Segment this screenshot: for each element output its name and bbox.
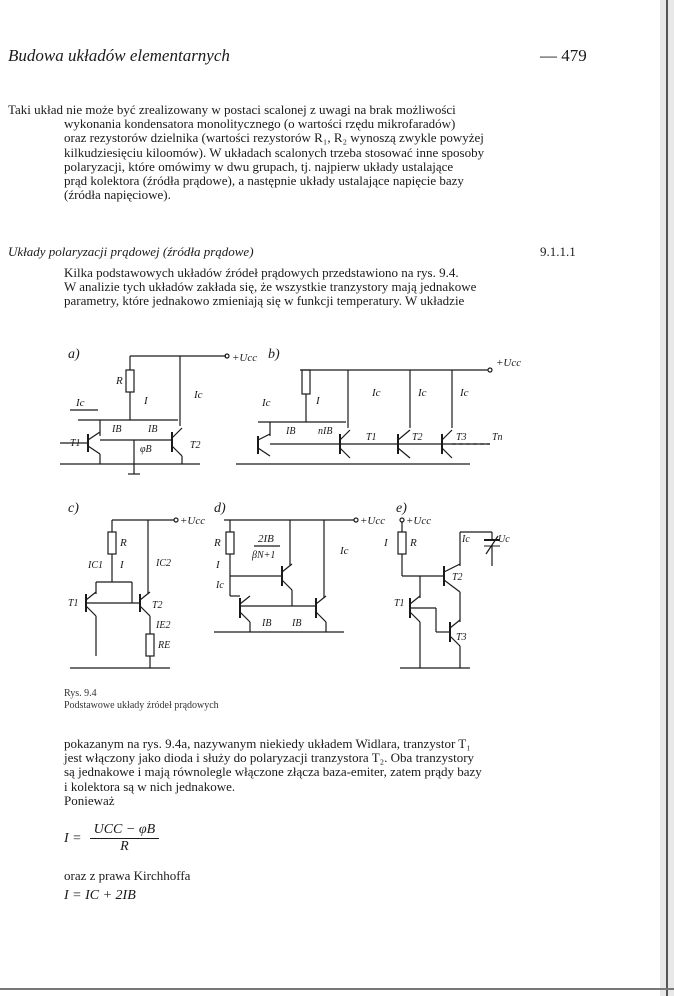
current-label-i-d: I [216, 559, 220, 571]
current-label-i-a: I [144, 395, 148, 407]
paragraph-1-line: oraz rezystorów dzielnika (wartości rezystorów R₁, R₂ wynoszą zwykle powyżej [64, 130, 484, 146]
resistor-label-c: R [120, 537, 127, 549]
resistor-r-d [226, 532, 234, 554]
transistor-label-t3-b: T3 [456, 432, 467, 443]
transistor-label-t1-c: T1 [68, 598, 79, 609]
paragraph-1-line: Taki układ nie może być zrealizowany w postaci scalonej z uwagi na brak możliwości [8, 102, 456, 117]
current-label-ic-b3: Ic [418, 387, 427, 399]
paragraph-3-line: i kolektora są w nich jednakowe. [64, 778, 236, 794]
panel-d-circuit [213, 501, 385, 632]
paragraph-2-line: parametry, które jednakowo zmieniają się w funkcji temperatury. W układzie [64, 293, 465, 309]
current-label-ib-d2: IB [292, 618, 302, 629]
page-number: — 479 [540, 46, 587, 65]
transistor-label-t1-a: T1 [70, 438, 81, 449]
section-number: 9.1.1.1 [540, 244, 576, 259]
paragraph-1-line: prąd kolektora (źródła prądowe), a następnie układy ustalające napięcie bazy [64, 173, 464, 189]
resistor-r-e [398, 532, 406, 554]
current-label-ib-b: IB [286, 426, 296, 437]
voltage-label-phib: φB [140, 444, 152, 455]
resistor-label-e: R [410, 537, 417, 549]
current-label-ic-a1: Ic [76, 397, 85, 409]
figure-caption [64, 688, 219, 712]
supply-label-d: +Ucc [360, 515, 386, 527]
current-label-ib-d1: IB [262, 618, 272, 629]
current-label-i-c: I [120, 559, 124, 571]
paragraph-3-line: są jednakowe i mają równolegle włączone złącza baza-emiter, zatem prądy bazy [64, 764, 482, 780]
transistor-label-t1-b: T1 [366, 432, 377, 443]
resistor-r-a [126, 370, 134, 392]
equation-3: I = IC + 2IB [64, 888, 136, 903]
current-label-ic-a2: Ic [194, 389, 203, 401]
resistor-r-c [108, 532, 116, 554]
current-label-ib-a2: IB [148, 424, 158, 435]
equation-1 [64, 822, 159, 855]
panel-a-circuit [60, 347, 257, 474]
current-label-ib-a1: IB [112, 424, 122, 435]
panel-label-a: a) [68, 347, 80, 362]
equation-1-numerator: UCC − φB [90, 822, 160, 839]
current-label-nib: nIB [318, 426, 333, 437]
panel-c-circuit [68, 501, 205, 668]
panel-label-e: e) [396, 501, 407, 516]
supply-label-c: +Ucc [180, 515, 206, 527]
supply-label-e: +Ucc [406, 515, 432, 527]
panel-label-b: b) [268, 347, 280, 362]
paragraph-3 [64, 737, 590, 808]
resistor-r-b [302, 370, 310, 394]
equation-1-lhs: I = [64, 830, 82, 846]
current-label-ic-d2: Ic [340, 545, 349, 557]
supply-label-b: +Ucc [496, 357, 522, 369]
current-label-ic2: IC2 [156, 558, 171, 569]
panel-b-circuit [236, 347, 521, 464]
current-label-ic-b1: Ic [262, 397, 271, 409]
panel-label-c: c) [68, 501, 79, 516]
page-bottom-line [0, 988, 674, 990]
panel-e-circuit [383, 501, 510, 668]
paragraph-2-line: Kilka podstawowych układów źródeł prądowych przedstawiono na rys. 9.4. [64, 265, 459, 280]
running-header-title: Budowa układów elementarnych [8, 46, 230, 65]
current-label-ic-b4: Ic [460, 387, 469, 399]
transistor-label-t2-e: T2 [452, 572, 463, 583]
paragraph-1-line: (źródła napięciowe). [64, 187, 171, 203]
current-label-ic-e: Ic [462, 534, 470, 545]
transistor-label-t2-a: T2 [190, 440, 201, 451]
current-label-betan: βN+1 [252, 550, 276, 561]
transistor-label-t2-c: T2 [152, 600, 163, 611]
current-label-ic-d1: Ic [216, 580, 224, 591]
transistor-label-t2-b: T2 [412, 432, 423, 443]
section-title: Układy polaryzacji prądowej (źródła prądowe) [8, 244, 254, 259]
current-label-i-e: I [384, 537, 388, 549]
paragraph-2-line: W analizie tych układów zakłada się, że wszystkie tranzystory mają jednakowe [64, 279, 477, 295]
current-label-ie2: IE2 [156, 620, 171, 631]
paragraph-1-line: wykonania kondensatora monolitycznego (o wartości rzędu mikrofaradów) [64, 116, 456, 132]
paragraph-2 [64, 266, 590, 309]
transistor-label-t1-e: T1 [394, 598, 405, 609]
resistor-re-c [146, 634, 154, 656]
equation-2-text: oraz z prawa Kirchhoffa [64, 868, 191, 883]
transistor-label-t3-e: T3 [456, 632, 467, 643]
resistor-label-re: RE [158, 640, 171, 651]
paragraph-3-line: jest włączony jako dioda i służy do polaryzacji tranzystora T₂. Oba tranzystory [64, 750, 475, 766]
current-label-ic1: IC1 [88, 560, 103, 571]
caption-number: Rys. 9.4 [64, 688, 97, 699]
resistor-label-a: R [116, 375, 123, 387]
current-label-i-b: I [316, 395, 320, 407]
paragraph-1-line: kilkudziesięciu kiloomów). W układach scalonych trzeba stosować inne sposoby [64, 144, 485, 160]
caption-text: Podstawowe układy źródeł prądowych [64, 700, 219, 711]
paragraph-1-line: polaryzacji, które omówimy w dwu grupach, tj. najpierw układy ustalające [64, 158, 454, 174]
supply-label-a: +Ucc [232, 352, 258, 364]
current-label-2ib: 2IB [258, 533, 274, 545]
current-label-ic-b2: Ic [372, 387, 381, 399]
panel-label-d: d) [214, 501, 226, 516]
equation-1-denominator: R [120, 839, 129, 854]
paragraph-3-line: pokazanym na rys. 9.4a, nazywanym niekiedy układem Widlara, tranzystor T₁ [64, 736, 471, 751]
resistor-label-d: R [214, 537, 221, 549]
voltage-label-uc: Uc [498, 534, 510, 545]
paragraph-1 [8, 103, 590, 202]
paragraph-3-line: Ponieważ [64, 792, 115, 808]
transistor-label-tn-b: Tn [492, 432, 503, 443]
circuit-figure [0, 336, 674, 686]
